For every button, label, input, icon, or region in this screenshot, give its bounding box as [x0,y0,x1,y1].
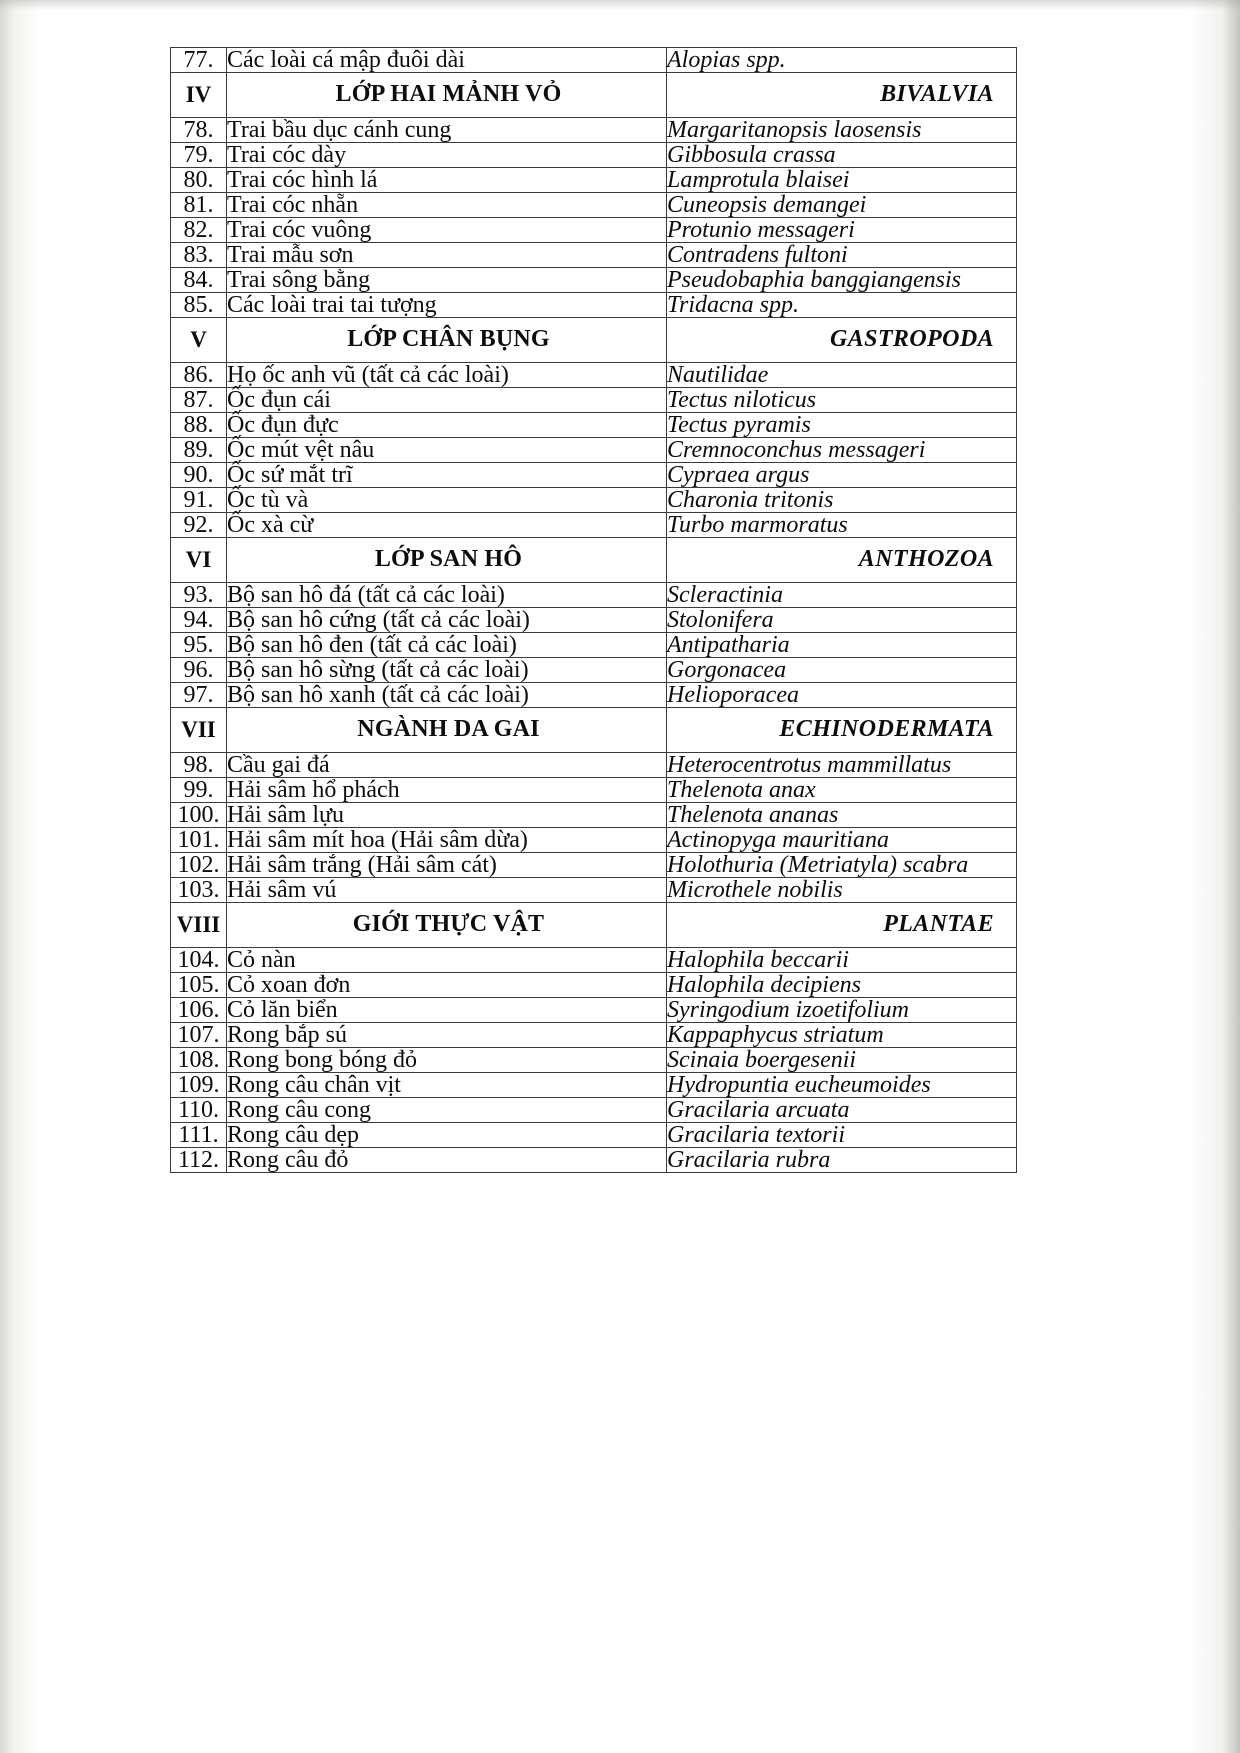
scientific-name-cell [667,658,1017,683]
vietnamese-name-cell: Trai cóc vuông [227,218,667,243]
row-number-cell: 105. [171,973,227,998]
vietnamese-name-cell: Bộ san hô sừng (tất cả các loài) [227,658,667,683]
row-number-cell: 95. [171,633,227,658]
species-table-container [170,47,1016,1173]
scientific-name-cell [667,363,1017,388]
table-row [171,583,1017,608]
species-table [170,47,1017,1173]
section-numeral-cell: VIII [171,903,227,948]
scientific-name-text: Lamprotula blaisei [667,167,850,193]
scientific-name-cell [667,218,1017,243]
scientific-name-cell [667,583,1017,608]
section-numeral-cell: VI [171,538,227,583]
table-row [171,948,1017,973]
scientific-name-text: Alopias spp. [667,47,786,73]
table-row [171,853,1017,878]
scientific-name-cell [667,753,1017,778]
scientific-name-text: PLANTAE [883,911,994,937]
scientific-name-text: Thelenota anax [667,777,816,803]
row-number-cell: 112. [171,1148,227,1173]
section-header-row [171,708,1017,753]
row-number-cell: 79. [171,143,227,168]
scientific-name-text: Halophila decipiens [667,972,861,998]
row-number-cell: 111. [171,1123,227,1148]
scientific-name-cell [667,608,1017,633]
scientific-name-cell [667,683,1017,708]
scientific-name-text: Microthele nobilis [667,877,843,903]
vietnamese-name-cell: Ốc tù và [227,488,667,513]
vietnamese-name-cell: Rong bong bóng đỏ [227,1048,667,1073]
scientific-name-cell [667,828,1017,853]
table-row [171,463,1017,488]
scientific-name-text: Cremnoconchus messageri [667,437,926,463]
scientific-name-cell [667,1148,1017,1173]
row-number-cell: 110. [171,1098,227,1123]
table-row [171,1123,1017,1148]
scientific-name-text: Tectus pyramis [667,412,811,438]
row-number-cell: 84. [171,268,227,293]
vietnamese-name-cell: Ốc mút vệt nâu [227,438,667,463]
vietnamese-name-cell: Ốc sứ mắt trĩ [227,463,667,488]
row-number-cell: 83. [171,243,227,268]
table-row [171,878,1017,903]
scientific-name-text: ANTHOZOA [858,546,994,572]
vietnamese-name-cell: Hải sâm hổ phách [227,778,667,803]
scientific-name-text: Gracilaria arcuata [667,1097,850,1123]
section-numeral-cell: VII [171,708,227,753]
section-numeral-cell: IV [171,73,227,118]
scientific-name-cell [667,118,1017,143]
section-scientific-name-cell [667,903,1017,948]
vietnamese-name-cell: Trai bầu dục cánh cung [227,118,667,143]
scientific-name-text: Antipatharia [667,632,790,658]
row-number-cell: 81. [171,193,227,218]
vietnamese-name-cell: Rong câu chân vịt [227,1073,667,1098]
table-row [171,1098,1017,1123]
section-numeral-cell: V [171,318,227,363]
row-number-cell: 98. [171,753,227,778]
row-number-cell: 91. [171,488,227,513]
vietnamese-name-cell: Rong câu đỏ [227,1148,667,1173]
table-row [171,218,1017,243]
scientific-name-cell [667,973,1017,998]
row-number-cell: 96. [171,658,227,683]
scientific-name-text: Stolonifera [667,607,774,633]
scientific-name-text: Helioporacea [667,682,799,708]
row-number-cell: 89. [171,438,227,463]
table-row [171,608,1017,633]
table-row [171,633,1017,658]
table-row [171,513,1017,538]
section-header-row [171,318,1017,363]
vietnamese-name-cell: Cỏ xoan đơn [227,973,667,998]
scientific-name-text: Hydropuntia eucheumoides [667,1072,931,1098]
vietnamese-name-cell: Cỏ lăn biển [227,998,667,1023]
vietnamese-name-cell: Họ ốc anh vũ (tất cả các loài) [227,363,667,388]
vietnamese-name-cell: Bộ san hô cứng (tất cả các loài) [227,608,667,633]
vietnamese-name-cell: Cầu gai đá [227,753,667,778]
row-number-cell: 99. [171,778,227,803]
scientific-name-text: Cuneopsis demangei [667,192,867,218]
scientific-name-text: Holothuria (Metriatyla) scabra [667,852,969,878]
scientific-name-cell [667,388,1017,413]
vietnamese-name-cell: Ốc đụn đực [227,413,667,438]
scientific-name-text: Tridacna spp. [667,292,800,318]
vietnamese-name-cell: Rong câu cong [227,1098,667,1123]
scientific-name-cell [667,463,1017,488]
section-vietnamese-name-cell: NGÀNH DA GAI [227,708,667,753]
scan-edge-right [1222,0,1240,1753]
scientific-name-cell [667,438,1017,463]
section-vietnamese-name-cell: LỚP SAN HÔ [227,538,667,583]
scientific-name-text: Halophila beccarii [667,947,849,973]
scientific-name-cell [667,778,1017,803]
row-number-cell: 103. [171,878,227,903]
vietnamese-name-cell: Bộ san hô đá (tất cả các loài) [227,583,667,608]
table-row [171,363,1017,388]
vietnamese-name-cell: Hải sâm trắng (Hải sâm cát) [227,853,667,878]
table-row [171,683,1017,708]
scientific-name-cell [667,193,1017,218]
row-number-cell: 109. [171,1073,227,1098]
table-row [171,388,1017,413]
section-header-row [171,538,1017,583]
vietnamese-name-cell: Hải sâm lựu [227,803,667,828]
section-vietnamese-name-cell: GIỚI THỰC VẬT [227,903,667,948]
scientific-name-text: ECHINODERMATA [779,716,994,742]
table-row [171,778,1017,803]
row-number-cell: 82. [171,218,227,243]
species-table-body [171,48,1017,1173]
row-number-cell: 88. [171,413,227,438]
scientific-name-text: Charonia tritonis [667,487,834,513]
section-scientific-name-cell [667,318,1017,363]
scientific-name-text: Turbo marmoratus [667,512,848,538]
row-number-cell: 86. [171,363,227,388]
row-number-cell: 78. [171,118,227,143]
vietnamese-name-cell: Trai cóc hình lá [227,168,667,193]
scientific-name-text: Protunio messageri [667,217,855,243]
scientific-name-cell [667,293,1017,318]
scientific-name-cell [667,268,1017,293]
scientific-name-cell [667,948,1017,973]
scientific-name-cell [667,488,1017,513]
table-row [171,488,1017,513]
vietnamese-name-cell: Cỏ nàn [227,948,667,973]
table-row [171,438,1017,463]
vietnamese-name-cell: Ốc đụn cái [227,388,667,413]
scientific-name-cell [667,1073,1017,1098]
row-number-cell: 90. [171,463,227,488]
scientific-name-text: Scleractinia [667,582,783,608]
row-number-cell: 87. [171,388,227,413]
vietnamese-name-cell: Trai cóc nhẵn [227,193,667,218]
vietnamese-name-cell: Bộ san hô đen (tất cả các loài) [227,633,667,658]
row-number-cell: 77. [171,48,227,73]
scientific-name-text: Kappaphycus striatum [667,1022,884,1048]
vietnamese-name-cell: Các loài trai tai tượng [227,293,667,318]
scientific-name-text: Nautilidae [667,362,769,388]
scientific-name-text: Gorgonacea [667,657,787,683]
row-number-cell: 106. [171,998,227,1023]
scientific-name-cell [667,168,1017,193]
table-row [171,193,1017,218]
vietnamese-name-cell: Ốc xà cừ [227,513,667,538]
scientific-name-cell [667,1098,1017,1123]
vietnamese-name-cell: Hải sâm vú [227,878,667,903]
table-row [171,1048,1017,1073]
table-row [171,1023,1017,1048]
scientific-name-text: Gracilaria textorii [667,1122,845,1148]
table-row [171,973,1017,998]
scientific-name-text: Thelenota ananas [667,802,839,828]
vietnamese-name-cell: Trai cóc dày [227,143,667,168]
table-row [171,243,1017,268]
section-header-row [171,903,1017,948]
table-row [171,268,1017,293]
row-number-cell: 97. [171,683,227,708]
section-header-row [171,73,1017,118]
section-vietnamese-name-cell: LỚP CHÂN BỤNG [227,318,667,363]
row-number-cell: 108. [171,1048,227,1073]
vietnamese-name-cell: Các loài cá mập đuôi dài [227,48,667,73]
table-row [171,753,1017,778]
vietnamese-name-cell: Rong câu dẹp [227,1123,667,1148]
scientific-name-cell [667,1048,1017,1073]
row-number-cell: 92. [171,513,227,538]
scientific-name-text: Cypraea argus [667,462,810,488]
scientific-name-text: GASTROPODA [829,326,994,352]
table-row [171,293,1017,318]
section-scientific-name-cell [667,73,1017,118]
vietnamese-name-cell: Bộ san hô xanh (tất cả các loài) [227,683,667,708]
table-row [171,118,1017,143]
row-number-cell: 104. [171,948,227,973]
scientific-name-cell [667,243,1017,268]
section-scientific-name-cell [667,708,1017,753]
scientific-name-cell [667,878,1017,903]
scientific-name-cell [667,998,1017,1023]
scientific-name-cell [667,48,1017,73]
table-row [171,998,1017,1023]
row-number-cell: 85. [171,293,227,318]
scientific-name-text: BIVALVIA [880,81,994,107]
scientific-name-text: Tectus niloticus [667,387,817,413]
table-row [171,803,1017,828]
table-row [171,658,1017,683]
vietnamese-name-cell: Trai mẫu sơn [227,243,667,268]
scientific-name-cell [667,633,1017,658]
table-row [171,143,1017,168]
scientific-name-text: Gracilaria rubra [667,1147,831,1173]
row-number-cell: 93. [171,583,227,608]
scientific-name-text: Margaritanopsis laosensis [667,117,922,143]
scientific-name-text: Syringodium izoetifolium [667,997,909,1023]
vietnamese-name-cell: Hải sâm mít hoa (Hải sâm dừa) [227,828,667,853]
vietnamese-name-cell: Trai sông bằng [227,268,667,293]
scientific-name-cell [667,1023,1017,1048]
table-row [171,1073,1017,1098]
row-number-cell: 94. [171,608,227,633]
row-number-cell: 102. [171,853,227,878]
scientific-name-text: Gibbosula crassa [667,142,836,168]
row-number-cell: 101. [171,828,227,853]
section-vietnamese-name-cell: LỚP HAI MẢNH VỎ [227,73,667,118]
scientific-name-cell [667,803,1017,828]
scientific-name-cell [667,513,1017,538]
row-number-cell: 107. [171,1023,227,1048]
scientific-name-cell [667,853,1017,878]
scientific-name-cell [667,1123,1017,1148]
vietnamese-name-cell: Rong bắp sú [227,1023,667,1048]
row-number-cell: 100. [171,803,227,828]
table-row [171,48,1017,73]
table-row [171,828,1017,853]
row-number-cell: 80. [171,168,227,193]
section-scientific-name-cell [667,538,1017,583]
table-row [171,168,1017,193]
scientific-name-text: Heterocentrotus mammillatus [667,752,952,778]
table-row [171,1148,1017,1173]
scientific-name-text: Pseudobaphia banggiangensis [667,267,961,293]
scientific-name-text: Actinopyga mauritiana [667,827,889,853]
scan-edge-top [0,0,1240,10]
scientific-name-text: Scinaia boergesenii [667,1047,857,1073]
table-row [171,413,1017,438]
scientific-name-text: Contradens fultoni [667,242,848,268]
scientific-name-cell [667,143,1017,168]
scientific-name-cell [667,413,1017,438]
